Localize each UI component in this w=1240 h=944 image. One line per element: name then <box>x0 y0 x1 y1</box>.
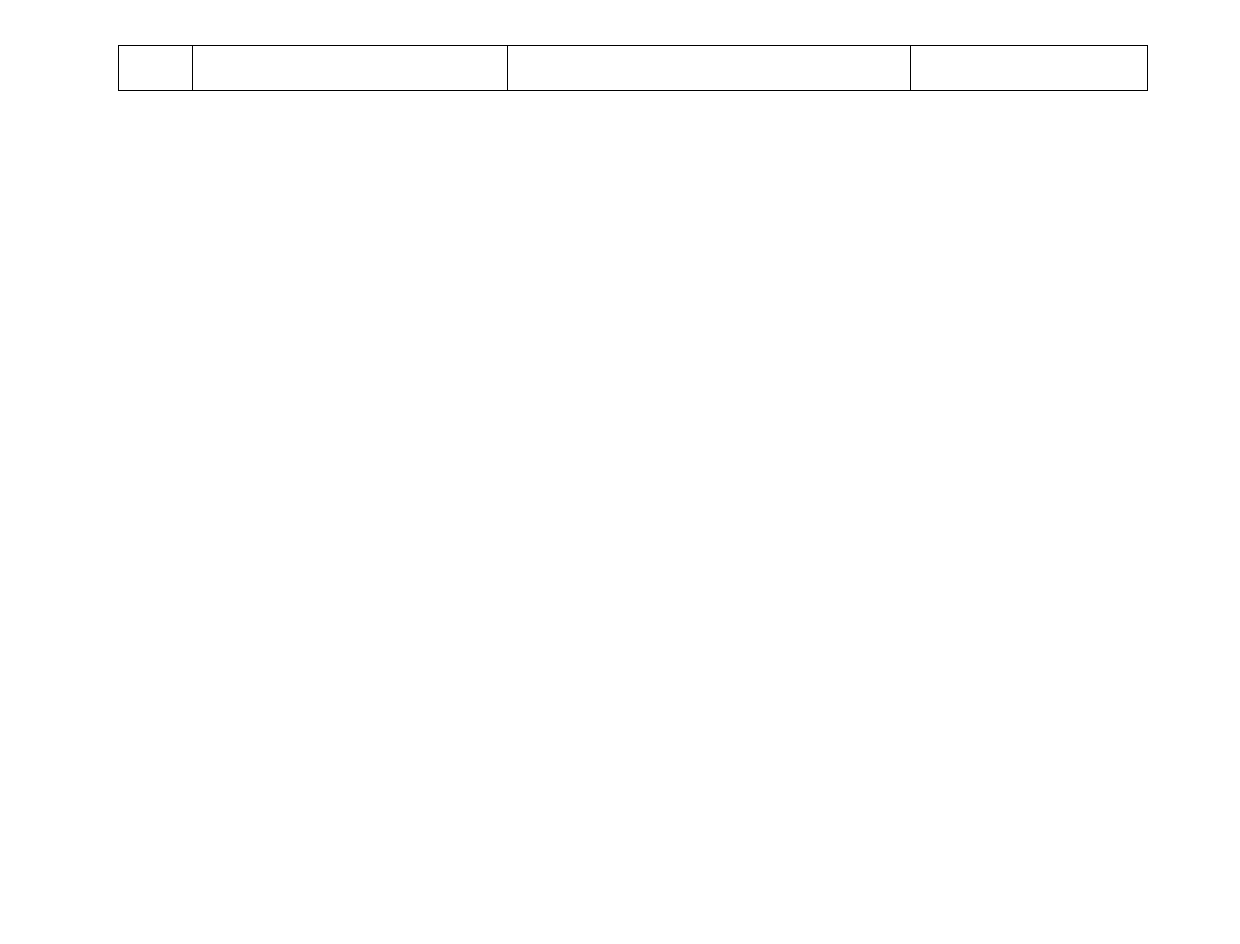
column-header-name <box>193 46 508 91</box>
column-header-department <box>508 46 911 91</box>
table-header-row <box>119 46 1148 91</box>
page-break-clip <box>110 226 1180 260</box>
column-header-phone <box>911 46 1148 91</box>
duty-table-part-1 <box>118 45 1148 91</box>
column-header-stt <box>119 46 193 91</box>
